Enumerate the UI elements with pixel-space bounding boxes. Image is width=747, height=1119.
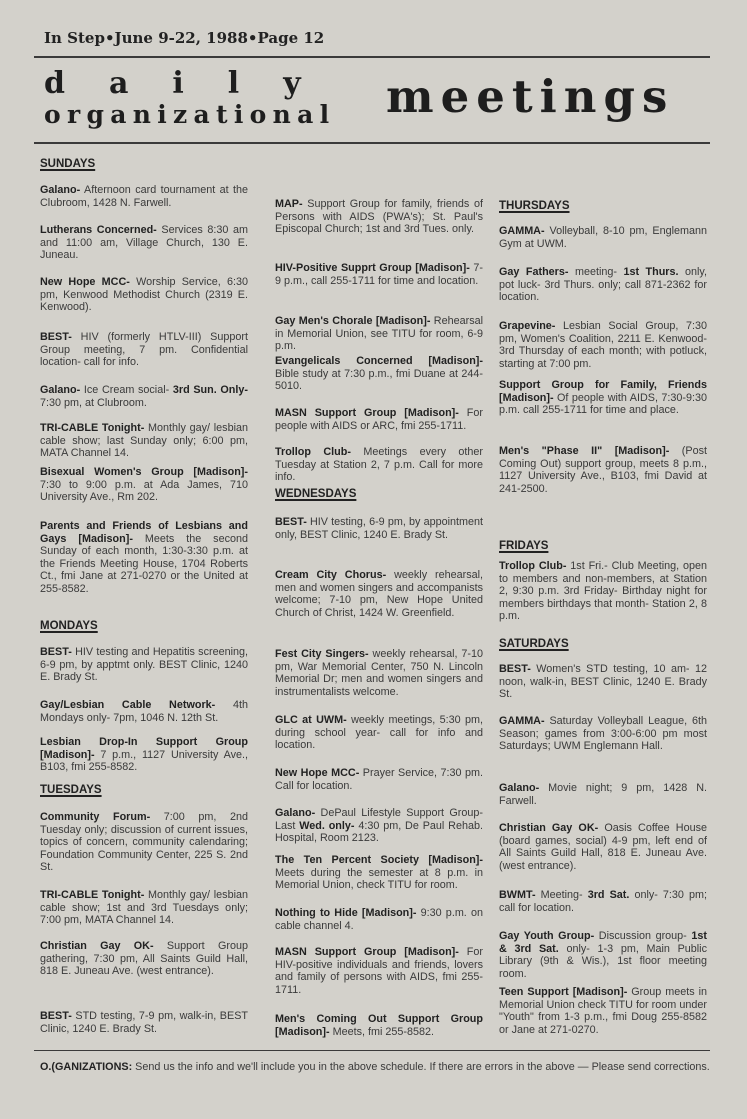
entry-text: only- 1-3 pm, Main Public Library (9th & Wis.), 1st floor meeting room.	[499, 942, 707, 980]
day-heading: THURSDAYS	[499, 200, 570, 212]
entry-bold-text: Lesbian Drop-In Support Group [Madison]-	[40, 736, 248, 761]
entry-bold-text: Fest City Singers-	[275, 648, 369, 660]
entry-bold-text: Gay Men's Chorale [Madison]-	[275, 315, 431, 327]
entry-bold-text: BEST-	[275, 516, 307, 528]
title-rule	[34, 142, 710, 144]
entry-text: Monthly gay/ lesbian cable show; last Sunday only; 6:00 pm, MATA Channel 14.	[40, 422, 248, 460]
entry-bold-text: New Hope MCC-	[40, 276, 130, 288]
entry-text: For people with AIDS or ARC, fmi 255-1711.	[275, 407, 483, 432]
listing-entry	[499, 930, 707, 980]
entry-text: Volleyball, 8-10 pm, Englemann Gym at UWM.	[499, 225, 707, 250]
entry-text: Support Group gathering, 7:30 pm, All Saints Guild Hall, 818 E. Juneau Ave. (west entrance).	[40, 940, 248, 978]
title-meetings: meetings	[386, 70, 675, 123]
listing-entry	[40, 331, 248, 369]
entry-bold-text: Men's Coming Out Support Group [Madison]-	[275, 1013, 483, 1038]
entry-text: 4th Mondays only- 7pm, 1046 N. 12th St.	[40, 699, 248, 724]
title-organizational: organizational	[44, 100, 336, 129]
listing-entry	[499, 889, 707, 914]
entry-text: Meets the second Sunday of each month, 1:30-3:30 p.m. at the Friends Meeting House, 1704 Roberts Ct., fmi Jane at 271-0270 or the United at 255-8582.	[40, 532, 248, 595]
listing-entry	[40, 736, 248, 774]
entry-bold-text: Men's "Phase II" [Madison]-	[499, 445, 670, 457]
entry-text: meeting-	[568, 266, 624, 278]
entry-text: Prayer Service, 7:30 pm. Call for location.	[275, 767, 483, 792]
day-heading: FRIDAYS	[499, 540, 549, 552]
listing-entry	[275, 198, 483, 236]
entry-bold-text: BEST-	[40, 331, 72, 343]
entry-bold-text: Christian Gay OK-	[499, 822, 599, 834]
listing-entry	[40, 646, 248, 684]
listing-entry	[275, 767, 483, 792]
entry-bold-text: Lutherans Concerned-	[40, 224, 157, 236]
entry-text: Movie night; 9 pm, 1428 N. Farwell.	[499, 782, 707, 807]
day-heading: MONDAYS	[40, 620, 98, 632]
entry-text: Afternoon card tournament at the Clubroom, 1428 N. Farwell.	[40, 184, 248, 209]
listing-entry	[275, 907, 483, 932]
listing-entry	[275, 262, 483, 287]
footer-rule	[34, 1050, 710, 1051]
listing-entry	[40, 940, 248, 978]
entry-bold-text: 1st Thurs.	[623, 266, 679, 278]
listing-entry	[499, 320, 707, 370]
listing-entry	[499, 715, 707, 753]
entry-bold-text: GLC at UWM-	[275, 714, 347, 726]
entry-bold-text: Support Group for Family, Friends [Madison]-	[499, 379, 707, 404]
entry-bold-text: MAP-	[275, 198, 303, 210]
entry-bold-text: Cream City Chorus-	[275, 569, 387, 581]
entry-text: 7:30 to 9:00 p.m. at Ada James, 710 University Ave., Rm 202.	[40, 478, 248, 504]
entry-bold-text: HIV-Positive Supprt Group [Madison]-	[275, 262, 470, 274]
footer-text: Send us the info and we'll include you in the above schedule. If there are errors in the above — Please send corrections.	[132, 1061, 710, 1073]
listing-entry	[40, 889, 248, 927]
entry-bold-text: Grapevine-	[499, 320, 556, 332]
entry-bold-text: 3rd Sat.	[587, 889, 630, 901]
entry-text: weekly rehearsal, 7-10 pm, War Memorial Center, 750 N. Lincoln Memorial Dr; men and women singers and instrumentalists welcome.	[275, 648, 484, 698]
top-rule	[34, 56, 710, 58]
entry-bold-text: BWMT-	[499, 889, 536, 901]
entry-bold-text: Parents and Friends of Lesbians and Gays [Madison]-	[40, 520, 248, 545]
listing-entry	[40, 1010, 248, 1035]
listing-entry	[499, 986, 707, 1036]
entry-text: Ice Cream social-	[80, 384, 173, 396]
entry-text: For HIV-positive individuals and friends, lovers and family of persons with AIDS, fmi 255-1711.	[275, 946, 483, 996]
entry-bold-text: Galano-	[40, 184, 81, 196]
entry-text: Monthly gay/ lesbian cable show; 1st and 3rd Tuesdays only; 7:00 pm, MATA Channel 14.	[40, 889, 248, 927]
entry-bold-text: MASN Support Group [Madison]-	[275, 407, 459, 419]
entry-bold-text: The Ten Percent Society [Madison]-	[275, 854, 483, 866]
entry-bold-text: Bisexual Women's Group [Madison]-	[40, 466, 248, 478]
entry-text: 7:00 pm, 2nd Tuesday only; discussion of current issues, topics of concern, community calendaring; Foundation Community Center, 225 S. 2nd St.	[40, 811, 248, 874]
entry-bold-text: Nothing to Hide [Madison]-	[275, 907, 417, 919]
entry-text: Meetings every other Tuesday at Station 2, 7 p.m. Call for more info.	[275, 446, 483, 484]
entry-text: 7-9 p.m., call 255-1711 for time and location.	[275, 262, 483, 287]
entry-text: 1st Fri.- Club Meeting, open to members and non-members, at Station 2, 9:30 p.m. 3rd Friday- Birthday night for members birthdays that month- Station 2, 8 p.m.	[499, 560, 707, 623]
listing-entry	[499, 560, 707, 623]
entry-text: 9:30 p.m. on cable channel 4.	[275, 907, 483, 932]
entry-bold-text: Trollop Club-	[275, 446, 351, 458]
listing-entry	[275, 946, 483, 996]
entry-text: Worship Service, 6:30 pm, Kenwood Methodist Church (2319 E. Kenwood).	[40, 276, 248, 314]
entry-text: Support Group for family, friends of Persons with AIDS (PWA's); St. Paul's Episcopal Church; 1st and 3rd Tues. only.	[275, 198, 483, 236]
listing-entry	[275, 807, 483, 845]
entry-text: 4:30 pm, De Paul Rehab. Hospital, Room 2123.	[275, 819, 483, 845]
entry-text: (Post Coming Out) support group, meets 8 p.m., 1127 University Ave., B103, fmi David at 241-2500.	[499, 445, 707, 495]
entry-text: weekly rehearsal, men and women singers and accompanists welcome; 7-10 pm, New Hope United Church of Christ, 1424 W. Greenfield.	[275, 569, 483, 619]
listing-entry	[499, 445, 707, 495]
day-heading: SUNDAYS	[40, 158, 96, 170]
entry-text: HIV testing and Hepatitis screening, 6-9 pm, by apptmt only. BEST Clinic, 1240 E. Brady St.	[40, 646, 248, 684]
entry-bold-text: Galano-	[275, 807, 316, 819]
entry-text: HIV (formerly HTLV-III) Support Group meeting, 7 pm. Confidential location- call for info.	[40, 331, 248, 369]
entry-bold-text: GAMMA-	[499, 715, 545, 727]
listing-entry	[499, 663, 707, 701]
entry-text: Lesbian Social Group, 7:30 pm, Women's Coalition, 2211 E. Kenwood- 3rd Thursday of each month; with potluck, starting at 7:00 pm.	[499, 320, 707, 370]
listing-entry	[40, 811, 248, 874]
entry-text: only, pot luck- 3rd Thurs. only; call 871-2362 for location.	[499, 266, 707, 304]
entry-text: Meets during the semester at 8 p.m. in Memorial Union, check TITU for room.	[275, 866, 483, 892]
entry-text: Meeting-	[535, 889, 588, 901]
listing-entry	[275, 714, 483, 752]
entry-bold-text: MASN Support Group [Madison]-	[275, 946, 459, 958]
day-heading: WEDNESDAYS	[275, 488, 357, 500]
listing-entry	[275, 355, 483, 393]
title-daily: daily	[44, 66, 345, 101]
entry-bold-text: Gay Youth Group-	[499, 930, 595, 942]
listing-entry	[40, 184, 248, 209]
listing-entry	[499, 266, 707, 304]
listing-entry	[275, 516, 483, 541]
entry-text: weekly meetings, 5:30 pm, during school year- call for info and location.	[275, 714, 483, 752]
entry-text: Services 8:30 am and 11:00 am, Village Church, 130 E. Juneau.	[40, 224, 248, 262]
entry-bold-text: BEST-	[499, 663, 531, 675]
day-heading: SATURDAYS	[499, 638, 569, 650]
entry-bold-text: Evangelicals Concerned [Madison]-	[275, 355, 483, 367]
entry-bold-text: GAMMA-	[499, 225, 545, 237]
entry-bold-text: New Hope MCC-	[275, 767, 360, 779]
listing-entry	[40, 224, 248, 262]
entry-text: Bible study at 7:30 p.m., fmi Duane at 244-5010.	[275, 367, 483, 393]
entry-text: 7:30 pm, at Clubroom.	[40, 396, 147, 409]
listing-entry	[40, 466, 248, 504]
entry-text: Of people with AIDS, 7:30-9:30 p.m. call 255-1711 for time and place.	[499, 391, 707, 417]
entry-text: Saturday Volleyball League, 6th Season; games from 3:00-6:00 pm most Saturdays; UWM Englemann Hall.	[499, 715, 707, 753]
listing-entry	[499, 225, 707, 250]
entry-text: Women's STD testing, 10 am- 12 noon, walk-in, BEST Clinic, 1240 E. Brady St.	[499, 663, 707, 701]
entry-bold-text: TRI-CABLE Tonight-	[40, 422, 145, 434]
footer-label: O.(GANIZATIONS:	[40, 1061, 133, 1073]
entry-text: Rehearsal in Memorial Union, see TITU for room, 6-9 p.m.	[275, 315, 483, 353]
entry-bold-text: BEST-	[40, 646, 72, 658]
listing-entry	[40, 384, 248, 409]
listing-entry	[40, 422, 248, 460]
listing-entry	[499, 782, 707, 807]
entry-text: Oasis Coffee House (board games, social) 4-9 pm, left end of All Saints Guild Hall, 818 E. Juneau Ave. (west entrance).	[499, 822, 707, 872]
entry-text: Meets, fmi 255-8582.	[329, 1025, 434, 1038]
entry-bold-text: Gay/Lesbian Cable Network-	[40, 699, 216, 711]
listing-entry	[40, 520, 248, 596]
entry-text: STD testing, 7-9 pm, walk-in, BEST Clinic, 1240 E. Brady St.	[40, 1010, 248, 1035]
footer-note	[40, 1061, 710, 1074]
listing-entry	[275, 407, 483, 432]
entry-bold-text: Wed. only-	[299, 819, 355, 832]
listing-entry	[499, 379, 707, 417]
listing-entry	[40, 699, 248, 724]
entry-bold-text: Trollop Club-	[499, 560, 567, 572]
listing-entry	[275, 446, 483, 484]
entry-bold-text: TRI-CABLE Tonight-	[40, 889, 145, 901]
listing-entry	[40, 276, 248, 314]
entry-bold-text: Galano-	[499, 782, 540, 794]
running-head: In Step•June 9-22, 1988•Page 12	[44, 29, 325, 47]
entry-text: Group meets in Memorial Union check TITU for room under "Youth" from 1-3 p.m., fmi Doug 255-8582 or Jane at 271-0270.	[499, 986, 708, 1036]
entry-bold-text: BEST-	[40, 1010, 72, 1022]
entry-bold-text: Teen Support [Madison]-	[499, 986, 628, 998]
entry-text: only- 7:30 pm; call for location.	[499, 889, 707, 914]
entry-bold-text: Galano-	[40, 384, 81, 396]
day-heading: TUESDAYS	[40, 784, 102, 796]
entry-bold-text: Community Forum-	[40, 811, 151, 823]
entry-text: Discussion group-	[594, 930, 692, 942]
listing-entry	[275, 1013, 483, 1038]
listing-entry	[275, 315, 483, 353]
entry-text: HIV testing, 6-9 pm, by appointment only, BEST Clinic, 1240 E. Brady St.	[275, 516, 483, 541]
entry-bold-text: Gay Fathers-	[499, 266, 569, 278]
listing-entry	[275, 569, 483, 619]
entry-text: DePaul Lifestyle Support Group- Last	[275, 807, 483, 832]
listing-entry	[275, 854, 483, 892]
listing-entry	[499, 822, 707, 872]
listing-entry	[275, 648, 483, 698]
entry-bold-text: Christian Gay OK-	[40, 940, 154, 952]
entry-text: 7 p.m., 1127 University Ave., B103, fmi 255-8582.	[40, 748, 248, 774]
entry-bold-text: 3rd Sun. Only-	[172, 384, 248, 396]
entry-bold-text: 1st & 3rd Sat.	[499, 930, 707, 955]
